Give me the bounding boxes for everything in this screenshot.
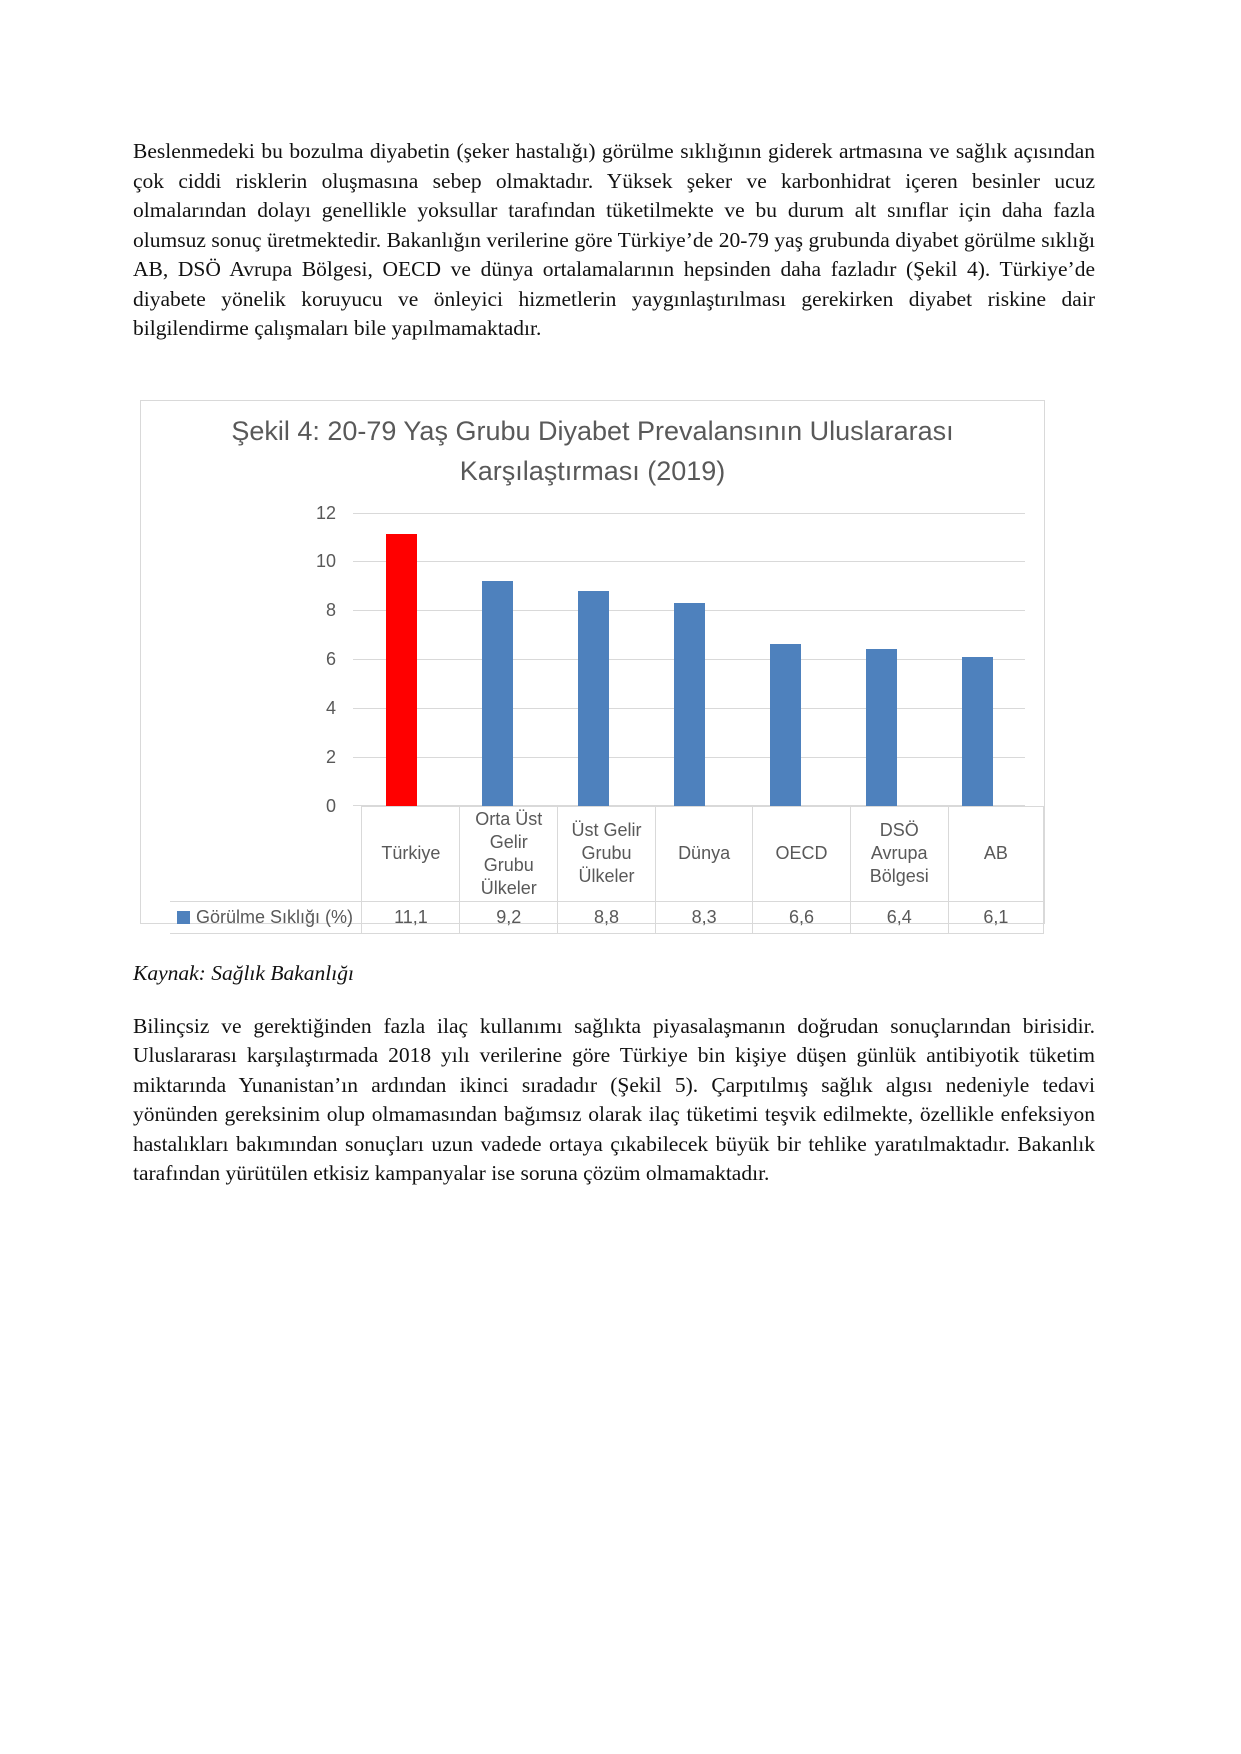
- value-cell: 8,3: [655, 901, 752, 933]
- legend-swatch-icon: [177, 911, 190, 924]
- value-cell: 6,4: [850, 901, 948, 933]
- category-cell: Üst Gelir Grubu Ülkeler: [558, 806, 656, 901]
- value-cell: 6,6: [753, 901, 850, 933]
- page-content: [133, 137, 1095, 1189]
- chart-data-table: [170, 806, 1044, 934]
- category-cell: Dünya: [655, 806, 752, 901]
- bar-category-5: [866, 649, 897, 805]
- bar-category-1: [482, 581, 513, 806]
- y-tick-label: 10: [315, 551, 336, 572]
- value-row: [170, 901, 1044, 933]
- bar-category-2: [578, 591, 609, 806]
- category-cell: Orta Üst Gelir Grubu Ülkeler: [460, 806, 558, 901]
- figure-sekil-4: [140, 400, 1045, 927]
- legend-cell: [170, 901, 362, 933]
- value-cell: 9,2: [460, 901, 558, 933]
- value-cell: 6,1: [948, 901, 1043, 933]
- category-cell: AB: [948, 806, 1043, 901]
- category-cell: OECD: [753, 806, 850, 901]
- table-corner-cell: [170, 806, 362, 901]
- value-cell: 11,1: [362, 901, 460, 933]
- source-line: Kaynak: Sağlık Bakanlığı: [133, 960, 354, 985]
- category-row: [170, 806, 1044, 901]
- gridline: [353, 561, 1025, 562]
- y-tick-label: 8: [325, 600, 336, 621]
- bar-turkiye-highlighted: [386, 534, 417, 805]
- y-tick-label: 4: [325, 697, 336, 718]
- value-cell: 8,8: [558, 901, 656, 933]
- paragraph-diabetes: Beslenmedeki bu bozulma diyabetin (şeker hastalığı) görülme sıklığının giderek artmasına ve sağlık açısından çok ciddi risklerin oluşmasına sebep olmaktadır. Yüksek şeker ve karbonhidrat içeren besinler ucuz olmalarından dolayı genellikle yoksullar tarafından tüketilmekte ve bu durum alt sınıflar için daha fazla olumsuz sonuç üretmektedir. Bakanlığın verilerine göre Türkiye’de 20-79 yaş grubunda diyabet görülme sıklığı AB, DSÖ Avrupa Bölgesi, OECD ve dünya ortalamalarının hepsinden daha fazladır (Şekil 4). Türkiye’de diyabete yönelik koruyucu ve önleyici hizmetlerin yaygınlaştırılması gerekirken diyabet riskine dair bilgilendirme çalışmaları bile yapılmamaktadır.: [133, 139, 1095, 340]
- y-tick-label: 0: [325, 795, 336, 816]
- gridline: [353, 513, 1025, 514]
- legend-label: Görülme Sıklığı (%): [196, 906, 354, 927]
- y-tick-label: 6: [325, 649, 336, 669]
- plot-area: [353, 513, 1025, 806]
- y-axis-labels: [281, 502, 336, 816]
- bar-category-3: [674, 603, 705, 806]
- y-tick-label: 12: [315, 502, 336, 523]
- chart-title: Şekil 4: 20-79 Yaş Grubu Diyabet Prevalansının Uluslararası Karşılaştırması (2019): [231, 415, 954, 486]
- category-cell: Türkiye: [362, 806, 460, 901]
- category-cell: DSÖ Avrupa Bölgesi: [850, 806, 948, 901]
- bar-category-4: [770, 644, 801, 805]
- paragraph-medication: Bilinçsiz ve gerektiğinden fazla ilaç kullanımı sağlıkta piyasalaşmanın doğrudan sonuçlarından birisidir. Uluslararası karşılaştırmada 2018 yılı verilerine göre Türkiye bin kişiye düşen günlük antibiyotik tüketim miktarında Yunanistan’ın ardından ikinci sıradadır (Şekil 5). Çarpıtılmış sağlık algısı nedeniyle tedavi yönünden gereksinim olup olmamasından bağımsız olarak ilaç tüketimi teşvik edilmekte, özellikle enfeksiyon hastalıkları bakımından sonuçları uzun vadede ortaya çıkabilecek büyük bir tehlike yaratılmaktadır. Bakanlık tarafından yürütülen etkisiz kampanyalar ise soruna çözüm olmamaktadır.: [133, 1013, 1095, 1185]
- y-tick-label: 2: [325, 746, 336, 767]
- bar-category-6: [962, 657, 993, 806]
